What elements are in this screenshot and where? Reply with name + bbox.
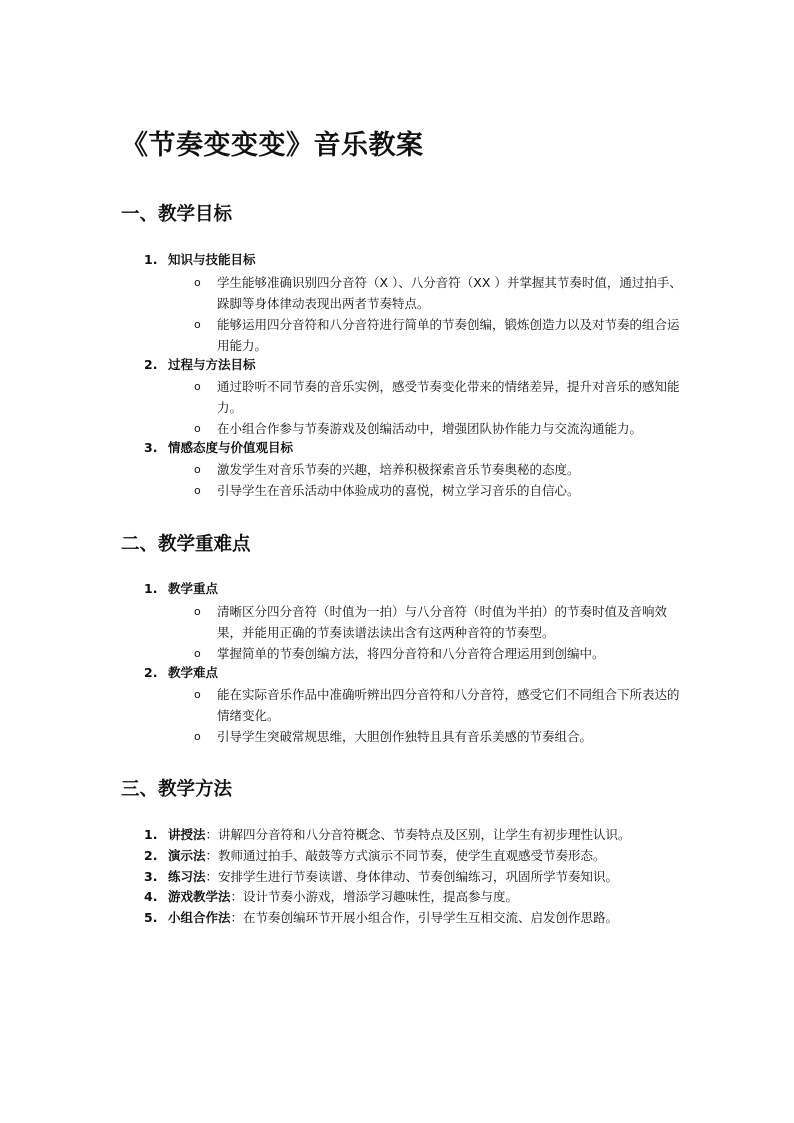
bullet-text: 引导学生在音乐活动中体验成功的喜悦，树立学习音乐的自信心。	[217, 483, 580, 498]
bullet-icon: o	[194, 605, 201, 618]
bullet-item	[194, 418, 684, 439]
bullet-text: 学生能够准确识别四分音符（X ）、八分音符（XX ）并掌握其节奏时值，通过拍手、跺脚等身体律动表现出两者节奏特点。	[217, 275, 682, 311]
list-text: 设计节奏小游戏，增添学习趣味性，提高参与度。	[243, 889, 519, 904]
list-label: 演示法	[168, 848, 206, 863]
bullet-icon: o	[194, 422, 201, 435]
list-number: 2.	[144, 357, 158, 372]
list-item	[144, 867, 618, 887]
list-number: 4.	[144, 889, 158, 904]
bullet-icon: o	[194, 688, 201, 701]
bullet-text: 激发学生对音乐节奏的兴趣，培养积极探索音乐节奏奥秘的态度。	[217, 462, 580, 477]
list-label: 练习法	[168, 869, 206, 884]
list-text: 讲解四分音符和八分音符概念、节奏特点及区别，让学生有初步理性认识。	[218, 827, 631, 842]
list-number: 1.	[144, 252, 158, 267]
list-number: 2.	[144, 848, 158, 863]
bullet-icon: o	[194, 463, 201, 476]
list-text: 教师通过拍手、敲鼓等方式演示不同节奏，使学生直观感受节奏形态。	[218, 848, 606, 863]
bullet-text: 通过聆听不同节奏的音乐实例，感受节奏变化带来的情绪差异，提升对音乐的感知能力。	[217, 379, 680, 415]
list-colon: ：	[205, 848, 219, 863]
list-item	[144, 438, 293, 458]
list-number: 1.	[144, 827, 158, 842]
bullet-item	[194, 376, 684, 418]
list-number: 3.	[144, 440, 158, 455]
list-colon: ：	[230, 910, 244, 925]
list-item	[144, 663, 218, 683]
list-item	[144, 250, 256, 270]
list-item	[144, 908, 618, 928]
list-number: 5.	[144, 910, 158, 925]
list-label: 游戏教学法	[168, 889, 231, 904]
bullet-icon: o	[194, 276, 201, 289]
list-label: 过程与方法目标	[168, 357, 256, 372]
list-label: 教学难点	[168, 665, 219, 680]
bullet-item	[194, 726, 684, 747]
list-colon: ：	[205, 869, 219, 884]
bullet-text: 能够运用四分音符和八分音符进行简单的节奏创编，锻炼创造力以及对节奏的组合运用能力。	[217, 317, 680, 353]
list-number: 2.	[144, 665, 158, 680]
list-label: 讲授法	[168, 827, 206, 842]
list-colon: ：	[230, 889, 244, 904]
bullet-text: 能在实际音乐作品中准确听辨出四分音符和八分音符，感受它们不同组合下所表达的情绪变化。	[217, 687, 680, 723]
section-heading: 二、教学重难点	[121, 534, 251, 555]
list-item	[144, 579, 218, 599]
list-number: 3.	[144, 869, 158, 884]
list-item	[144, 846, 606, 866]
bullet-text: 掌握简单的节奏创编方法，将四分音符和八分音符合理运用到创编中。	[217, 646, 605, 661]
bullet-item	[194, 643, 684, 664]
bullet-text: 在小组合作参与节奏游戏及创编活动中，增强团队协作能力与交流沟通能力。	[217, 421, 643, 436]
bullet-icon: o	[194, 647, 201, 660]
bullet-text: 引导学生突破常规思维，大胆创作独特且具有音乐美感的节奏组合。	[217, 729, 593, 744]
bullet-icon: o	[194, 380, 201, 393]
bullet-item	[194, 684, 684, 726]
list-item	[144, 887, 518, 907]
list-label: 教学重点	[168, 581, 219, 596]
list-colon: ：	[205, 827, 219, 842]
section-heading: 三、教学方法	[121, 779, 233, 800]
bullet-item	[194, 459, 684, 480]
page-title: 《节奏变变变》音乐教案	[121, 130, 424, 161]
bullet-item	[194, 272, 684, 314]
list-text: 安排学生进行节奏读谱、身体律动、节奏创编练习，巩固所学节奏知识。	[218, 869, 619, 884]
list-number: 1.	[144, 581, 158, 596]
section-heading: 一、教学目标	[121, 204, 233, 225]
list-label: 小组合作法	[168, 910, 231, 925]
list-label: 知识与技能目标	[168, 252, 256, 267]
bullet-icon: o	[194, 318, 201, 331]
bullet-item	[194, 314, 684, 356]
bullet-icon: o	[194, 484, 201, 497]
list-item	[144, 355, 256, 375]
bullet-text: 清晰区分四分音符（时值为一拍）与八分音符（时值为半拍）的节奏时值及音响效果，并能用正确的节奏读谱法读出含有这两种音符的节奏型。	[217, 604, 668, 640]
bullet-item	[194, 601, 684, 643]
bullet-item	[194, 480, 684, 501]
bullet-icon: o	[194, 730, 201, 743]
list-item	[144, 825, 631, 845]
list-label: 情感态度与价值观目标	[168, 440, 294, 455]
list-text: 在节奏创编环节开展小组合作，引导学生互相交流、启发创作思路。	[243, 910, 619, 925]
